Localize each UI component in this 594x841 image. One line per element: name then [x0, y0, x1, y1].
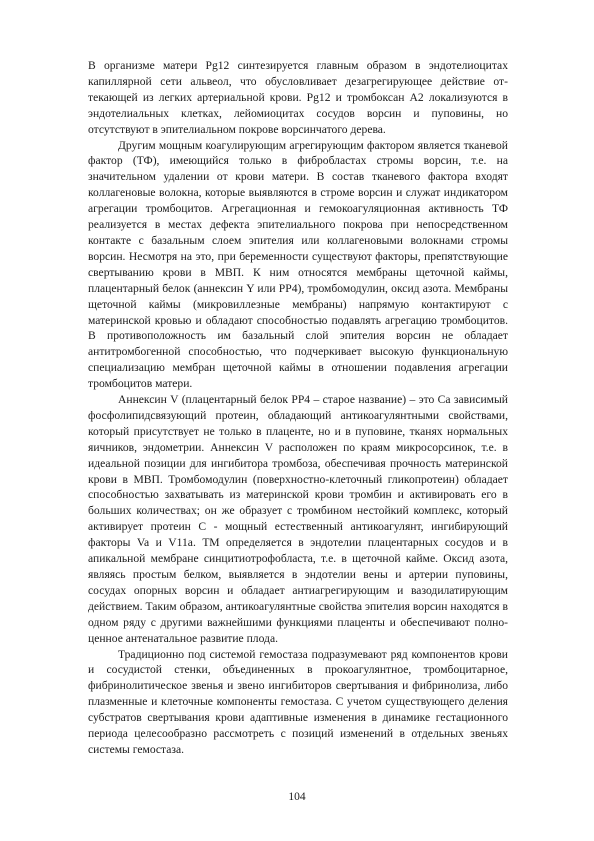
page-number: 104	[288, 791, 306, 803]
paragraph-annexin-v: Аннексин V (плацентарный белок РР4 – старое название) – это Са зависимый фосфолипидсвязующий протеин, обладающий антикоагулянтными свойствами, который присутствует не только в плаценте, но и в пуповине, тканях нормальных яичников, эндометрии. Аннексин V расположен по краям микросорсинок, т.е. в идеальной позиции для ингибитора тромбоза, обеспечивая прочность материнской крови в МВП. Тромбомодулин (поверхностно-клеточный гликопротеин) обладает способностью захватывать из материнской крови тромбин и активировать его в больших количествах; он же образует с тромбином нестойкий комплекс, который активирует протеин С - мощный естественный антикоагулянт, ингибирующий факторы Va и V11a. ТМ определяется в эндотелии плацентарных сосудов и в апикальной мембране синцитиотрофобласта, т.е. в щеточной кайме. Оксид азота, являясь простым белком, выявляется в эндотелии вены и артерии пуповины, сосудах опорных ворсин и обладает антиагрегирующим и вазодилатирующим действием. Таким образом, антикоагулянтные свойства эпителия ворсин находятся в одном ряду с другими важнейшими функциями плаценты и обеспечивают полноценное антенатальное развитие плода.	[88, 393, 508, 645]
paragraph-hemostasis-system: Традиционно под системой гемостаза подразумевают ряд компонентов крови и сосудистой стенки, объединенных в прокоагулянтное, тромбоцитарное, фибринолитическое звенья и звено ингибиторов свертывания и фибринолиза, либо плазменные и клеточные компоненты гемостаза. С учетом существующего деления субстратов свертывания крови адаптивные изменения в динамике гестационного периода целесообразно рассмотреть с позиций изменений в отдельных звеньях системы гемостаза.	[88, 647, 508, 756]
paragraph-tissue-factor: Другим мощным коагулирующим агрегирующим фактором является тканевой фактор (ТФ), имеющийся только в фибробластах стромы ворсин, т.е. на значительном удалении от крови матери. В состав тканевого фактора входят коллагеновые волокна, которые выявляются в строме ворсин и служат индикатором агрегации тромбоцитов. Агрегационная и гемокоагуляционная активность ТФ реализуется в местах дефекта эпителиального покрова при непосредственном контакте с базальным слоем эпителия или коллагеновыми волокнами стромы ворсин. Несмотря на это, при беременности существуют факторы, препятствующие свертыванию крови в МВП. К ним относятся мембраны щеточной каймы, плацентарный белок (аннексин Y или РР4), тромбомодулин, оксид азота. Мембраны щеточной каймы (микровиллезные мембраны) напрямую контактируют с материнской кровью и обладают способностью подавлять агрегацию тромбоцитов. В противоположность им базальный слой эпителия ворсин не обладает антитромбогенной способностью, что подчеркивает высокую функциональную специализацию мембран щеточной каймы в отношении подавления агрегации тромбоцитов матери.	[88, 138, 508, 391]
paragraph-pg12: В организме матери Pg12 синтезируется главным образом в эндотелиоцитах капиллярной сети альвеол, что обусловливает дезагрегирующее действие оттекающей из легких артериальной крови. Pg12 и тромбоксан А2 локализуются в эндотелиальных клетках, лейомиоцитах сосудов ворсин и пуповины, но отсутствуют в эпителиальном покрове ворсинчатого дерева.	[88, 59, 508, 136]
page-body	[88, 58, 508, 758]
